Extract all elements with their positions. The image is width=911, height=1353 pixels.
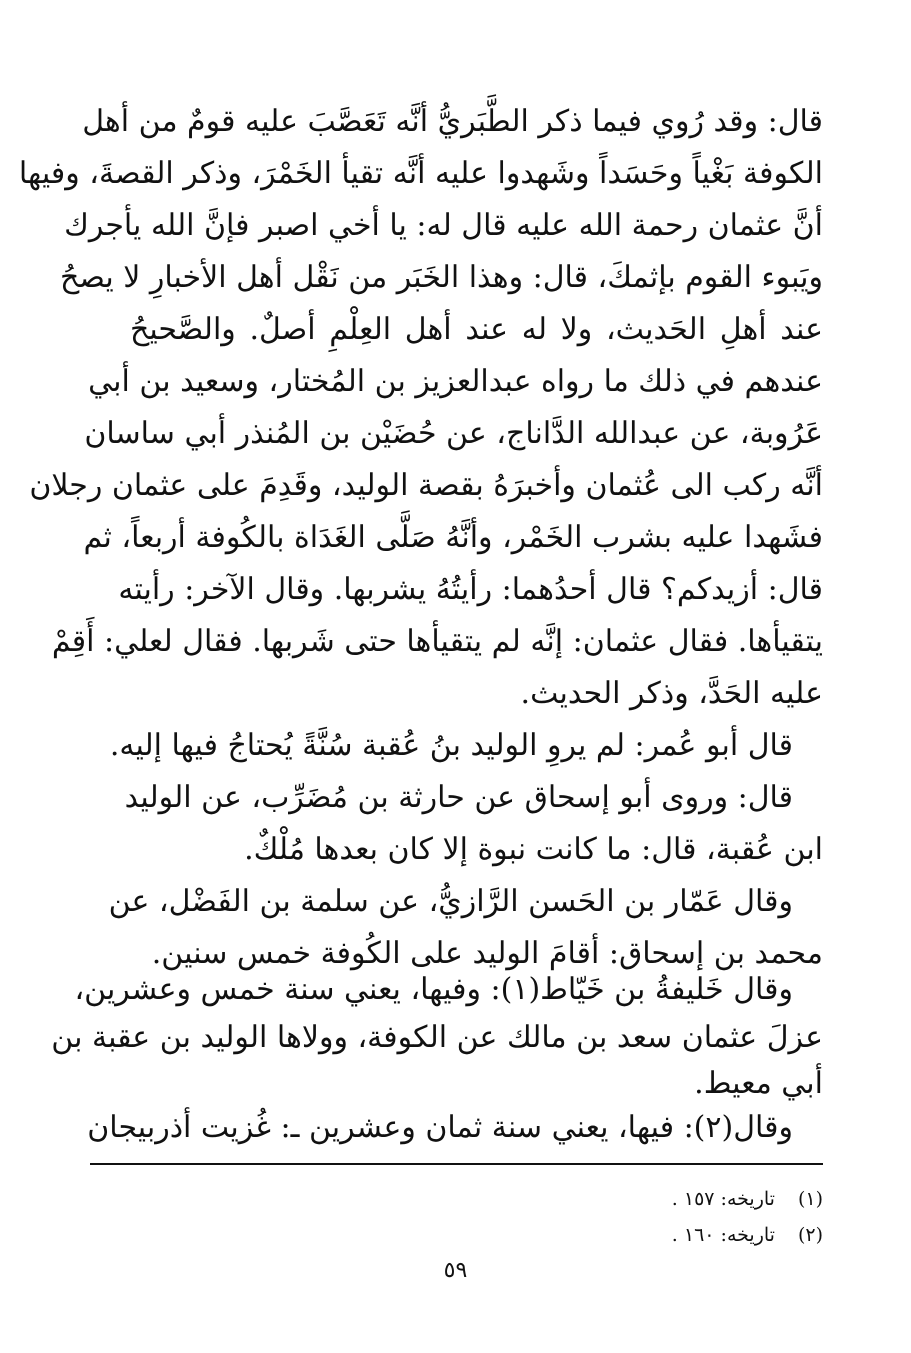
body-line: عَرُوبة، عن عبدالله الدَّاناج، عن حُضَيْن بن المُنذر أبي ساسان: [84, 416, 823, 451]
body-line: ويَبوء القوم بإثمكَ، قال: وهذا الخَبَر من نَقْل أهل الأخبارِ لا يصحُ: [59, 260, 823, 295]
body-line: قال: وروى أبو إسحاق عن حارثة بن مُضَرِّب، عن الوليد: [124, 780, 793, 815]
body-line: أنَّه ركب الى عُثمان وأخبرَهُ بقصة الوليد، وقَدِمَ على عثمان رجلان: [29, 468, 823, 503]
footnote: [672, 1222, 823, 1248]
footnote: [672, 1186, 823, 1212]
footnote-number: (١): [797, 1188, 823, 1210]
body-line: أنَّ عثمان رحمة الله عليه قال له: يا أخي اصبر فإنَّ الله يأجرك: [64, 208, 823, 243]
body-line: قال: وقد رُوي فيما ذكر الطَّبَريُّ أنَّه تَعَصَّبَ عليه قومٌ من أهل: [82, 104, 823, 139]
body-line: عندهم في ذلك ما رواه عبدالعزيز بن المُختار، وسعيد بن أبي: [88, 364, 823, 399]
body-line: قال: أزيدكم؟ قال أحدُهما: رأيتُهُ يشربها. وقال الآخر: رأيته: [118, 572, 823, 607]
page-number: ٥٩: [443, 1258, 468, 1283]
body-line: ابن عُقبة، قال: ما كانت نبوة إلا كان بعدها مُلْكٌ.: [244, 832, 823, 867]
footnote-number: (٢): [797, 1224, 823, 1246]
body-line: وقال خَليفةُ بن خَيّاط(١): وفيها، يعني سنة خمس وعشرين،: [74, 972, 793, 1007]
body-line: فشَهدا عليه بشرب الخَمْر، وأنَّهُ صَلَّى الغَدَاة بالكُوفة أربعاً، ثم: [83, 520, 823, 555]
body-line: عليه الحَدَّ، وذكر الحديث.: [520, 676, 823, 711]
body-line: وقال عَمّار بن الحَسن الرَّازيُّ، عن سلمة بن الفَضْل، عن: [108, 884, 793, 919]
footnote-divider: [90, 1163, 823, 1165]
body-line: أبي معيط.: [694, 1066, 823, 1101]
footnote-text: تاريخه: ١٦٠ .: [671, 1224, 775, 1246]
body-line: عزلَ عثمان سعد بن مالك عن الكوفة، وولاها الوليد بن عقبة بن: [51, 1020, 823, 1055]
body-line: الكوفة بَغْياً وحَسَداً وشَهدوا عليه أنَّه تقيأ الخَمْرَ، وذكر القصةَ، وفيها: [18, 156, 823, 191]
footnote-text: تاريخه: ١٥٧ .: [671, 1188, 775, 1210]
body-line: قال أبو عُمر: لم يروِ الوليد بنُ عُقبة سُنَّةً يُحتاجُ فيها إليه.: [109, 728, 793, 763]
body-line: عند أهلِ الحَديث، ولا له عند أهل العِلْمِ أصلٌ. والصَّحيحُ: [130, 312, 823, 347]
body-line: محمد بن إسحاق: أقامَ الوليد على الكُوفة خمس سنين.: [151, 936, 823, 971]
body-line: يتقيأها. فقال عثمان: إنَّه لم يتقيأها حتى شَربها. فقال لعلي: أَقِمْ: [51, 624, 823, 659]
body-line: وقال(٢): فيها، يعني سنة ثمان وعشرين ـ: غُزيت أذربيجان: [87, 1110, 793, 1145]
